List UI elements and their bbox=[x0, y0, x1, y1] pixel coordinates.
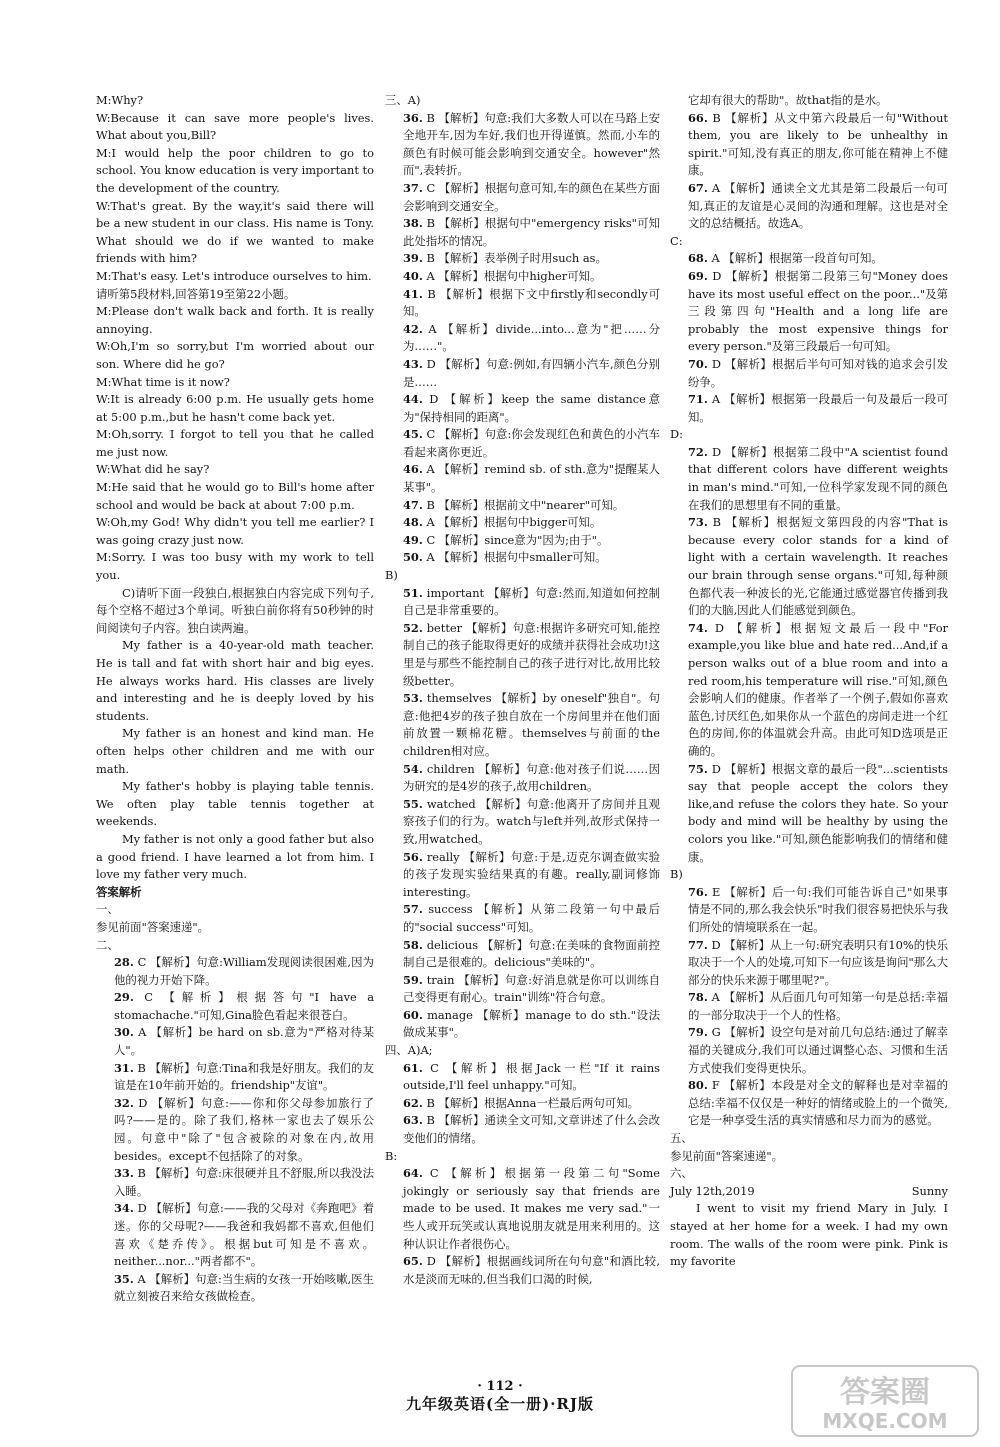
text-content: D 【解析】keep the same distance意为"保持相同的距离"。 bbox=[403, 392, 661, 424]
answer-item bbox=[385, 180, 660, 215]
text-content: M:Oh,sorry. I forgot to tell you that he called me just now. bbox=[96, 427, 374, 459]
answer-item bbox=[385, 585, 660, 620]
question-number: 29. bbox=[114, 990, 134, 1005]
text-line bbox=[96, 919, 374, 937]
text-content: important 【解析】句意:然而,知道如何控制自己是非常重要的。 bbox=[403, 585, 661, 618]
text-content: B) bbox=[385, 568, 398, 583]
question-number: 45. bbox=[403, 427, 423, 442]
question-number: 51. bbox=[403, 585, 423, 600]
question-number: 49. bbox=[403, 532, 423, 547]
question-number: 74. bbox=[688, 620, 708, 635]
answer-item bbox=[385, 215, 660, 250]
answer-item bbox=[385, 1007, 660, 1042]
answer-item bbox=[96, 1200, 374, 1270]
answer-item bbox=[385, 286, 660, 321]
text-content: A 【解析】根据句中smaller可知。 bbox=[426, 550, 607, 565]
text-content: D 【解析】从上一句:研究表明只有10%的快乐取决于一个人的处境,可知下一句应该是询问"那么大部分的快乐来源于哪里呢?"。 bbox=[688, 937, 948, 987]
text-content: W:Oh,my God! Why didn't you tell me earlier? I was going crazy just now. bbox=[96, 515, 374, 547]
text-content: B 【解析】句意:床很硬并且不舒服,所以我没法入睡。 bbox=[114, 1166, 374, 1198]
text-line bbox=[96, 937, 374, 955]
question-number: 65. bbox=[403, 1254, 423, 1269]
question-number: 63. bbox=[403, 1113, 423, 1128]
question-number: 38. bbox=[403, 216, 423, 231]
text-content: train 【解析】句意:好消息就是你可以训练自己变得更有耐心。train"训练"符合句意。 bbox=[403, 972, 660, 1005]
text-line bbox=[96, 725, 374, 778]
text-line bbox=[96, 514, 374, 549]
question-number: 55. bbox=[403, 796, 423, 811]
text-content: F 【解析】本段是对全文的解释也是对幸福的总结:幸福不仅仅是一种好的情绪或脸上的一个微笑,它是一种享受生活的真实情感和尽力而为的感觉。 bbox=[688, 1078, 949, 1128]
text-content: C 【解析】句意:你会发现红色和黄色的小汽车看起来离你更近。 bbox=[403, 427, 660, 459]
text-line bbox=[96, 268, 374, 286]
text-content: B: bbox=[385, 1148, 398, 1163]
question-number: 44. bbox=[403, 392, 423, 407]
answer-item bbox=[385, 761, 660, 796]
question-number: 66. bbox=[688, 110, 708, 125]
question-number: 40. bbox=[403, 268, 423, 283]
text-content: success 【解析】从第二段第一句中最后的"social success"可知。 bbox=[403, 902, 660, 934]
text-line bbox=[96, 374, 374, 392]
question-number: 34. bbox=[114, 1201, 134, 1216]
text-content: 三、A) bbox=[385, 93, 421, 107]
text-content: C 【解析】since意为"因为;由于"。 bbox=[426, 532, 609, 547]
text-line bbox=[385, 567, 660, 585]
answer-item bbox=[385, 690, 660, 760]
page-number: · 112 · bbox=[477, 1379, 523, 1394]
text-line bbox=[670, 866, 948, 884]
question-number: 79. bbox=[688, 1025, 708, 1040]
text-content: themselves 【解析】by oneself"独自"。句意:他把4岁的孩子独自放在一个房间里并在他们面前放置一颗棉花糖。themselves与前面的the children相对应。 bbox=[403, 691, 660, 758]
question-number: 71. bbox=[688, 392, 708, 407]
answer-item bbox=[385, 426, 660, 461]
question-number: 52. bbox=[403, 620, 423, 635]
question-number: 54. bbox=[403, 761, 423, 776]
text-content: D 【解析】根据第二段中"A scientist found that different colors have different weights in man's mind."可知,一位科学家发现不同的颜色在我们的思想里有不同的重量。 bbox=[688, 444, 949, 512]
answer-item bbox=[670, 110, 948, 180]
question-number: 50. bbox=[403, 550, 423, 565]
answer-item bbox=[385, 1112, 660, 1147]
question-number: 32. bbox=[114, 1095, 134, 1110]
answer-item bbox=[96, 1165, 374, 1200]
text-content: D 【解析】句意:——我的父母对《奔跑吧》着迷。你的父母呢?——我爸和我妈都不喜欢,但他们喜欢《楚乔传》。根据but可知是不喜欢。neither...nor..."两者都不"。 bbox=[114, 1201, 374, 1269]
text-content: better 【解析】句意:根据许多研究可知,能控制自己的孩子能取得更好的成绩并获得社会成功!这里是与那些不能控制自己的孩子进行对比,故用比较级better。 bbox=[403, 620, 660, 688]
text-content: 参见前面"答案速递"。 bbox=[96, 919, 209, 934]
right-column bbox=[670, 92, 948, 1271]
text-content: C 【解析】根据Jack一栏"If it rains outside,I'll feel unhappy."可知。 bbox=[403, 1060, 660, 1093]
text-content: B 【解析】根据短文第四段的内容"That is because every color stands for a kind of light with a certain wavelength. It reaches our brain through sense organs."可知,每种颜色都代表一种波长的光,它能通过感觉器官传播到我们的大脑,因此人们能感觉到颜色。 bbox=[688, 515, 948, 618]
text-content: W:That's great. By the way,it's said there will be a new student in our class. His name is Tony. What should we do if we wanted to make friends with him? bbox=[96, 198, 374, 266]
answer-item bbox=[96, 1095, 374, 1165]
text-line bbox=[670, 1165, 948, 1183]
answer-item bbox=[670, 356, 948, 391]
text-content: I went to visit my friend Mary in July. I stayed at her home for a week. I had my own room. The walls of the room were pink. Pink is my favorite bbox=[670, 1201, 948, 1269]
question-number: 76. bbox=[688, 884, 708, 899]
answer-item bbox=[670, 620, 948, 761]
text-content: A 【解析】be hard on sb.意为"严格对待某人"。 bbox=[114, 1025, 374, 1058]
text-line bbox=[96, 145, 374, 198]
text-content: A 【解析】根据句中bigger可知。 bbox=[426, 515, 602, 530]
question-number: 64. bbox=[403, 1166, 423, 1181]
text-content: July 12th,2019 bbox=[670, 1183, 755, 1198]
answer-item bbox=[670, 989, 948, 1024]
text-line bbox=[670, 1183, 948, 1201]
question-number: 68. bbox=[688, 251, 708, 266]
question-number: 48. bbox=[403, 515, 423, 530]
text-content: B 【解析】表举例子时用such as。 bbox=[426, 251, 607, 266]
text-content: D 【解析】句意:例如,有四辆小汽车,颜色分别是…… bbox=[403, 356, 660, 389]
text-line bbox=[96, 426, 374, 461]
text-content: M:Sorry. I was too busy with my work to tell you. bbox=[96, 550, 374, 583]
text-content: A 【解析】从后面几句可知第一句是总括:幸福的一部分取决于一个人的性格。 bbox=[688, 990, 949, 1022]
answer-item bbox=[385, 514, 660, 532]
text-content: M:Why? bbox=[96, 93, 144, 107]
text-line bbox=[96, 585, 374, 638]
text-content: W:Because it can save more people's lives. What about you,Bill? bbox=[96, 110, 374, 143]
text-line bbox=[96, 92, 374, 110]
text-content: A 【解析】通读全文尤其是第二段最后一句可知,真正的友谊是心灵间的沟通和理解。这也是对全文的总结概括。故选A。 bbox=[688, 180, 948, 231]
text-content: A 【解析】remind sb. of sth.意为"提醒某人某事"。 bbox=[403, 462, 660, 495]
answer-item bbox=[670, 391, 948, 426]
answer-item bbox=[385, 972, 660, 1007]
middle-column bbox=[385, 92, 660, 1288]
text-content: C 【解析】根据第一段第二句"Some jokingly or seriously say that friends are made to be used. It makes me very sad."一些人或开玩笑或认真地说朋友就是用来利用的。这种认识让作者很伤心。 bbox=[403, 1166, 660, 1251]
question-number: 77. bbox=[688, 937, 708, 952]
question-number: 58. bbox=[403, 937, 423, 952]
answer-item bbox=[385, 321, 660, 356]
text-content: A 【解析】句意:当生病的女孩一开始咳嗽,医生就立刻被召来给女孩做检查。 bbox=[114, 1271, 375, 1304]
question-number: 72. bbox=[688, 444, 708, 459]
text-line bbox=[96, 901, 374, 919]
text-content: My father is a 40-year-old math teacher. He is tall and fat with short hair and big eyes. He always works hard. His classes are lively and interesting and he is deeply loved by his students. bbox=[96, 638, 374, 723]
answer-item bbox=[385, 250, 660, 268]
text-content: W:Oh,I'm so sorry,but I'm worried about our son. Where did he go? bbox=[96, 339, 374, 371]
text-content: W:What did he say? bbox=[96, 462, 210, 477]
text-content: 一、 bbox=[96, 902, 119, 917]
text-content: W:It is already 6:00 p.m. He usually gets home at 5:00 p.m.,but he hasn't come back yet. bbox=[96, 392, 374, 424]
answer-item bbox=[96, 1271, 374, 1306]
book-title: 九年级英语(全一册)·RJ版 bbox=[406, 1395, 594, 1413]
text-content: A 【解析】根据第一段最后一句及最后一段可知。 bbox=[688, 392, 948, 424]
question-number: 47. bbox=[403, 497, 423, 512]
text-line bbox=[96, 110, 374, 145]
answer-item bbox=[385, 497, 660, 515]
text-content: M:He said that he would go to Bill's home after school and would be back at about 7:00 p.m. bbox=[96, 480, 374, 512]
question-number: 43. bbox=[403, 356, 423, 371]
text-content: My father is an honest and kind man. He often helps other children and me with our math. bbox=[96, 726, 374, 776]
text-content: B 【解析】根据Anna一栏最后两句可知。 bbox=[426, 1095, 639, 1110]
text-line bbox=[670, 426, 948, 444]
watermark-logo bbox=[790, 1362, 980, 1440]
text-line bbox=[96, 286, 374, 304]
answer-item bbox=[385, 937, 660, 972]
text-content: B 【解析】根据句中"emergency risks"可知此处指坏的情况。 bbox=[403, 216, 661, 248]
text-line bbox=[96, 338, 374, 373]
text-line bbox=[96, 461, 374, 479]
text-content: really 【解析】句意:于是,迈克尔调查做实验的孩子发现实验结果真的有趣。really,副词修饰interesting。 bbox=[403, 849, 661, 899]
text-line bbox=[385, 1042, 660, 1060]
question-number: 75. bbox=[688, 761, 708, 776]
question-number: 53. bbox=[403, 691, 423, 706]
text-content: E 【解析】后一句:我们可能告诉自己"如果事情是不同的,那么我会快乐"时我们很容易把快乐与我们所处的情境联系在一起。 bbox=[688, 884, 948, 934]
question-number: 60. bbox=[403, 1007, 423, 1022]
text-content: D 【解析】根据文章的最后一段"...scientists say that people accept the colors they like,and refuse the colors they hate. So your body and mind will be healthy by using the colors you like."可知,颜色能影响我们的情绪和健康。 bbox=[688, 761, 948, 864]
answer-item bbox=[385, 1253, 660, 1288]
question-number: 46. bbox=[403, 462, 423, 477]
text-content: B) bbox=[670, 867, 683, 882]
text-line bbox=[96, 303, 374, 338]
text-line bbox=[96, 637, 374, 725]
text-content: 四、A)A; bbox=[385, 1043, 433, 1058]
text-content: B 【解析】句意:Tina和我是好朋友。我们的友谊是在10年前开始的。friendship"友谊"。 bbox=[114, 1060, 374, 1093]
text-content: C: bbox=[670, 233, 683, 248]
question-number: 42. bbox=[403, 321, 423, 336]
question-number: 31. bbox=[114, 1060, 134, 1075]
text-line bbox=[96, 391, 374, 426]
answer-item bbox=[385, 1060, 660, 1095]
text-line bbox=[670, 233, 948, 251]
text-line bbox=[96, 549, 374, 584]
answer-item bbox=[385, 268, 660, 286]
text-content: manage 【解析】manage to do sth."设法做成某事"。 bbox=[403, 1007, 660, 1040]
answer-item bbox=[96, 954, 374, 989]
text-line bbox=[670, 1200, 948, 1270]
text-content: children 【解析】句意:他对孩子们说……因为研究的是4岁的孩子,故用children。 bbox=[403, 761, 660, 794]
text-content: B 【解析】根据下文中firstly和secondly可知。 bbox=[403, 286, 660, 319]
answer-item bbox=[670, 884, 948, 937]
answer-item bbox=[670, 444, 948, 514]
text-line bbox=[670, 92, 948, 110]
text-content: B 【解析】句意:我们大多数人可以在马路上安全地开车,因为车好,我们也开得谨慎。然而,小车的颜色有时候可能会影响到交通安全。however"然而",表转折。 bbox=[403, 110, 660, 178]
text-content: 六、 bbox=[670, 1166, 693, 1181]
answer-item bbox=[385, 532, 660, 550]
answer-item bbox=[670, 1077, 948, 1130]
text-line bbox=[96, 884, 374, 902]
text-content: C)请听下面一段独白,根据独白内容完成下列句子,每个空格不超过3个单词。听独白前你将有50秒钟的时间阅读句子内容。独白读两遍。 bbox=[96, 585, 374, 635]
text-content: M:What time is it now? bbox=[96, 374, 230, 389]
question-number: 78. bbox=[688, 990, 708, 1005]
answer-item bbox=[385, 549, 660, 567]
answer-item bbox=[385, 356, 660, 391]
text-content: 答案解析 bbox=[96, 884, 142, 899]
left-column bbox=[96, 92, 374, 1306]
watermark-text: 答案圈 bbox=[840, 1375, 930, 1410]
answer-item bbox=[96, 1024, 374, 1059]
text-content: My father is not only a good father but also a good friend. I have learned a lot from him. I love my father very much. bbox=[96, 831, 374, 882]
text-content: delicious 【解析】句意:在美味的食物面前控制自己是很难的。delicious"美味的"。 bbox=[403, 937, 661, 970]
question-number: 35. bbox=[114, 1271, 134, 1286]
answer-item bbox=[385, 461, 660, 496]
question-number: 80. bbox=[688, 1078, 708, 1093]
text-content: C 【解析】根据答句"I have a stomachache."可知,Gina脸色看起来很苍白。 bbox=[114, 990, 374, 1022]
answer-item bbox=[96, 1060, 374, 1095]
text-line bbox=[670, 1148, 948, 1166]
text-content: A 【解析】根据第一段首句可知。 bbox=[711, 251, 883, 266]
answer-item bbox=[670, 514, 948, 620]
answer-item bbox=[385, 901, 660, 936]
answer-item bbox=[385, 110, 660, 180]
answer-item bbox=[670, 1024, 948, 1077]
text-content: D: bbox=[670, 427, 683, 442]
text-content: M:Please don't walk back and forth. It is really annoying. bbox=[96, 304, 374, 336]
text-content: A 【解析】divide...into...意为"把……分为……"。 bbox=[403, 321, 660, 354]
answer-item bbox=[670, 268, 948, 356]
answer-item bbox=[385, 849, 660, 902]
text-content: B 【解析】根据前文中"nearer"可知。 bbox=[426, 497, 625, 512]
text-line bbox=[96, 831, 374, 884]
text-line bbox=[96, 778, 374, 831]
text-content: C 【解析】句意:William发现阅读很困难,因为他的视力开始下降。 bbox=[114, 955, 374, 987]
text-content: B 【解析】通读全文可知,文章讲述了什么会改变他们的情绪。 bbox=[403, 1113, 660, 1146]
text-content: 五、 bbox=[670, 1131, 693, 1146]
text-content: D 【解析】句意:——你和你父母参加旅行了吗?——是的。除了我们,格林一家也去了娱乐公园。句意中"除了"包含被除的对象在内,故用besides。except不包括除了的对象。 bbox=[114, 1095, 374, 1163]
question-number: 56. bbox=[403, 849, 423, 864]
text-content: My father's hobby is playing table tennis. We often play table tennis together at weekends. bbox=[96, 779, 374, 829]
text-content: C 【解析】根据句意可知,车的颜色在某些方面会影响到交通安全。 bbox=[403, 180, 660, 213]
question-number: 39. bbox=[403, 251, 423, 266]
answer-item bbox=[385, 1095, 660, 1113]
answer-item bbox=[96, 989, 374, 1024]
text-line bbox=[385, 1148, 660, 1166]
answer-item bbox=[670, 250, 948, 268]
text-content: 二、 bbox=[96, 937, 119, 952]
text-content: G 【解析】设空句是对前几句总结:通过了解幸福的关键成分,我们可以通过调整心态、习惯和生活方式使我们变得更快乐。 bbox=[688, 1025, 948, 1075]
text-content: D 【解析】根据后半句可知对钱的追求会引发纷争。 bbox=[688, 356, 948, 389]
question-number: 30. bbox=[114, 1025, 134, 1040]
question-number: 69. bbox=[688, 268, 708, 283]
answer-item bbox=[385, 1165, 660, 1253]
text-content: B 【解析】从文中第六段最后一句"Without them, you are likely to be unhealthy in spirit."可知,没有真正的朋友,你可能在精神上不健康。 bbox=[688, 110, 948, 178]
question-number: 70. bbox=[688, 356, 708, 371]
text-content: 它却有很大的帮助"。故that指的是水。 bbox=[688, 93, 888, 107]
answer-item bbox=[385, 620, 660, 690]
text-content: D 【解析】根据第二段第三句"Money does have its most useful effect on the poor..."及第三段第四句"Health and a long life are probably the most expensive things for every person."及第三段最后一句可知。 bbox=[688, 268, 948, 354]
question-number: 37. bbox=[403, 180, 423, 195]
question-number: 59. bbox=[403, 972, 423, 987]
weather-label: Sunny bbox=[911, 1183, 948, 1198]
question-number: 41. bbox=[403, 286, 423, 301]
text-content: A 【解析】根据句中higher可知。 bbox=[426, 268, 602, 283]
answer-item bbox=[670, 937, 948, 990]
text-content: 请听第5段材料,回答第19至第22小题。 bbox=[96, 286, 296, 301]
text-line bbox=[96, 479, 374, 514]
text-content: M:That's easy. Let's introduce ourselves to him. bbox=[96, 268, 372, 283]
text-content: D 【解析】根据画线词所在句句意"和酒比较,水是淡而无味的,但当我们口渴的时候, bbox=[403, 1254, 660, 1286]
text-line bbox=[385, 92, 660, 110]
text-content: M:I would help the poor children to go to school. You know education is very important to the development of the country. bbox=[96, 145, 374, 195]
answer-item bbox=[385, 796, 660, 849]
text-content: watched 【解析】句意:他离开了房间并且观察孩子们的行为。watch与left并列,故形式保持一致,用watched。 bbox=[403, 796, 660, 846]
text-content: 参见前面"答案速递"。 bbox=[670, 1148, 783, 1163]
text-line bbox=[670, 1130, 948, 1148]
text-content: D 【解析】根据短文最后一段中"For example,you like blue and hate red...And,if a person walks out of a blue room and into a red room,his temperature will rise."可知,颜色会影响人们的健康。作者举了一个例子,假如你喜欢蓝色,讨厌红色,如果你从一个蓝色的房间走进一个红色的房间,你的体温就会升高。由此可知D选项是正确的。 bbox=[688, 620, 948, 758]
question-number: 73. bbox=[688, 515, 708, 530]
answer-item bbox=[670, 761, 948, 867]
answer-item bbox=[385, 391, 660, 426]
question-number: 61. bbox=[403, 1060, 423, 1075]
question-number: 28. bbox=[114, 955, 134, 970]
watermark-site: MXQE.COM bbox=[822, 1409, 948, 1433]
question-number: 57. bbox=[403, 902, 423, 917]
question-number: 67. bbox=[688, 180, 708, 195]
answer-item bbox=[670, 180, 948, 233]
text-line bbox=[96, 198, 374, 268]
question-number: 33. bbox=[114, 1166, 134, 1181]
question-number: 36. bbox=[403, 110, 423, 125]
question-number: 62. bbox=[403, 1095, 423, 1110]
